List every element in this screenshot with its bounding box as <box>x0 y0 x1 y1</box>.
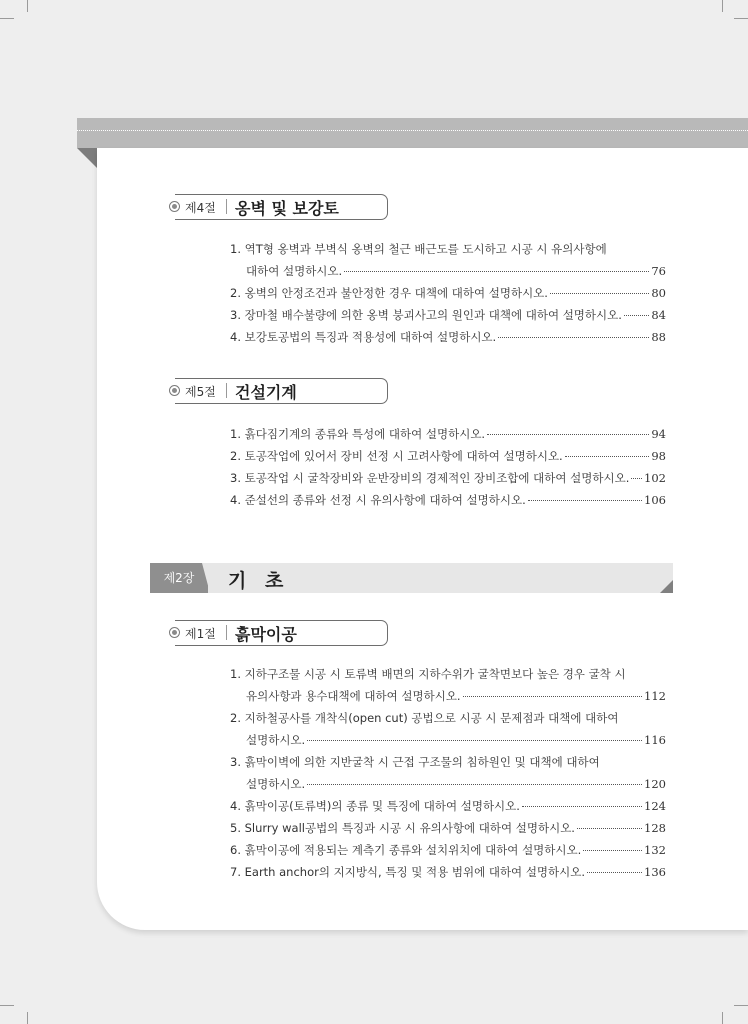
section-divider <box>226 383 227 398</box>
section-header-1 <box>175 620 388 646</box>
list-item[interactable] <box>230 238 666 282</box>
entry-text: 7. Earth anchor의 지지방식, 특징 및 적용 범위에 대하여 설명하시오. <box>230 865 586 879</box>
leader-dots <box>344 271 649 272</box>
section-5-list <box>230 423 666 511</box>
bullet-icon <box>169 627 180 638</box>
section-title: 흙막이공 <box>235 625 297 644</box>
crop-mark-top-right-h <box>734 18 748 19</box>
chapter-tag: 제2장 <box>150 563 208 593</box>
section-number: 제1절 <box>185 627 216 641</box>
list-item[interactable] <box>230 282 666 304</box>
entry-text-cont: 설명하시오. <box>246 733 306 747</box>
page-number: 88 <box>651 330 666 344</box>
leader-dots <box>498 337 649 338</box>
bullet-icon <box>169 385 180 396</box>
entry-text: 1. 흙다짐기계의 종류와 특성에 대하여 설명하시오. <box>230 427 486 441</box>
entry-text-cont: 유의사항과 용수대책에 대하여 설명하시오. <box>246 689 461 703</box>
leader-dots <box>631 478 642 479</box>
leader-dots <box>487 434 649 435</box>
entry-text: 6. 흙막이공에 적용되는 계측기 종류와 설치위치에 대하여 설명하시오. <box>230 843 582 857</box>
entry-text: 4. 보강토공법의 특징과 적용성에 대하여 설명하시오. <box>230 330 497 344</box>
header-dotted-line <box>77 130 748 131</box>
leader-dots <box>565 456 650 457</box>
entry-text: 1. 지하구조물 시공 시 토류벽 배면의 지하수위가 굴착면보다 높은 경우 굴착 시 <box>230 667 626 681</box>
entry-text: 4. 준설선의 종류와 선정 시 유의사항에 대하여 설명하시오. <box>230 493 526 507</box>
list-item[interactable] <box>230 707 666 751</box>
section-divider <box>226 625 227 640</box>
crop-mark-bottom-left-v <box>27 1012 28 1024</box>
crop-mark-top-left-v <box>27 0 28 12</box>
entry-text: 3. 토공작업 시 굴착장비와 운반장비의 경제적인 장비조합에 대하여 설명하시오. <box>230 471 630 485</box>
page-fold-corner <box>77 148 97 168</box>
leader-dots <box>307 784 642 785</box>
page-number: 76 <box>651 264 666 278</box>
page-number: 102 <box>644 471 666 485</box>
leader-dots <box>624 315 649 316</box>
leader-dots <box>528 500 642 501</box>
header-band <box>77 118 748 148</box>
page-number: 94 <box>651 427 666 441</box>
page-number: 98 <box>651 449 666 463</box>
list-item[interactable] <box>230 445 666 467</box>
entry-text: 3. 흙막이벽에 의한 지반굴착 시 근접 구조물의 침하원인 및 대책에 대하여 <box>230 755 600 769</box>
crop-mark-bottom-left-h <box>0 1005 14 1006</box>
section-number: 제5절 <box>185 385 216 399</box>
section-title: 건설기계 <box>235 383 297 402</box>
entry-text: 2. 옹벽의 안정조건과 불안정한 경우 대책에 대하여 설명하시오. <box>230 286 548 300</box>
entry-text: 2. 토공작업에 있어서 장비 선정 시 고려사항에 대하여 설명하시오. <box>230 449 563 463</box>
page-number: 80 <box>651 286 666 300</box>
list-item[interactable] <box>230 423 666 445</box>
page-number: 112 <box>644 689 666 703</box>
leader-dots <box>587 872 642 873</box>
chapter-title: 기 초 <box>228 570 290 592</box>
list-item[interactable] <box>230 467 666 489</box>
list-item[interactable] <box>230 489 666 511</box>
section-header-5 <box>175 378 388 404</box>
bullet-icon <box>169 201 180 212</box>
page-number: 120 <box>644 777 666 791</box>
leader-dots <box>577 828 642 829</box>
page-number: 84 <box>651 308 666 322</box>
chapter-tag-slant <box>202 563 210 593</box>
chapter-corner-mark <box>660 580 673 593</box>
leader-dots <box>583 850 642 851</box>
section-header-4 <box>175 194 388 220</box>
entry-text: 4. 흙막이공(토류벽)의 종류 및 특징에 대하여 설명하시오. <box>230 799 520 813</box>
list-item[interactable] <box>230 839 666 861</box>
page-number: 124 <box>644 799 666 813</box>
page-number: 106 <box>644 493 666 507</box>
list-item[interactable] <box>230 751 666 795</box>
entry-text-cont: 설명하시오. <box>246 777 306 791</box>
leader-dots <box>522 806 642 807</box>
entry-text: 2. 지하철공사를 개착식(open cut) 공법으로 시공 시 문제점과 대책에 대하여 <box>230 711 619 725</box>
entry-text-cont: 대하여 설명하시오. <box>246 264 343 278</box>
section-1-list <box>230 663 666 883</box>
entry-text: 3. 장마철 배수불량에 의한 옹벽 붕괴사고의 원인과 대책에 대하여 설명하시오. <box>230 308 622 322</box>
list-item[interactable] <box>230 795 666 817</box>
page-number: 116 <box>644 733 666 747</box>
page-number: 136 <box>644 865 666 879</box>
leader-dots <box>463 696 642 697</box>
leader-dots <box>307 740 642 741</box>
page-number: 132 <box>644 843 666 857</box>
crop-mark-bottom-right-v <box>722 1012 723 1024</box>
list-item[interactable] <box>230 304 666 326</box>
page-number: 128 <box>644 821 666 835</box>
list-item[interactable] <box>230 861 666 883</box>
crop-mark-bottom-right-h <box>734 1005 748 1006</box>
section-divider <box>226 199 227 214</box>
section-title: 옹벽 및 보강토 <box>235 199 339 218</box>
section-4-list <box>230 238 666 348</box>
list-item[interactable] <box>230 663 666 707</box>
crop-mark-top-right-v <box>722 0 723 12</box>
entry-text: 1. 역T형 옹벽과 부벽식 옹벽의 철근 배근도를 도시하고 시공 시 유의사항에 <box>230 242 607 256</box>
entry-text: 5. Slurry wall공법의 특징과 시공 시 유의사항에 대하여 설명하시오. <box>230 821 575 835</box>
list-item[interactable] <box>230 326 666 348</box>
list-item[interactable] <box>230 817 666 839</box>
leader-dots <box>550 293 649 294</box>
section-number: 제4절 <box>185 201 216 215</box>
crop-mark-top-left-h <box>0 18 14 19</box>
